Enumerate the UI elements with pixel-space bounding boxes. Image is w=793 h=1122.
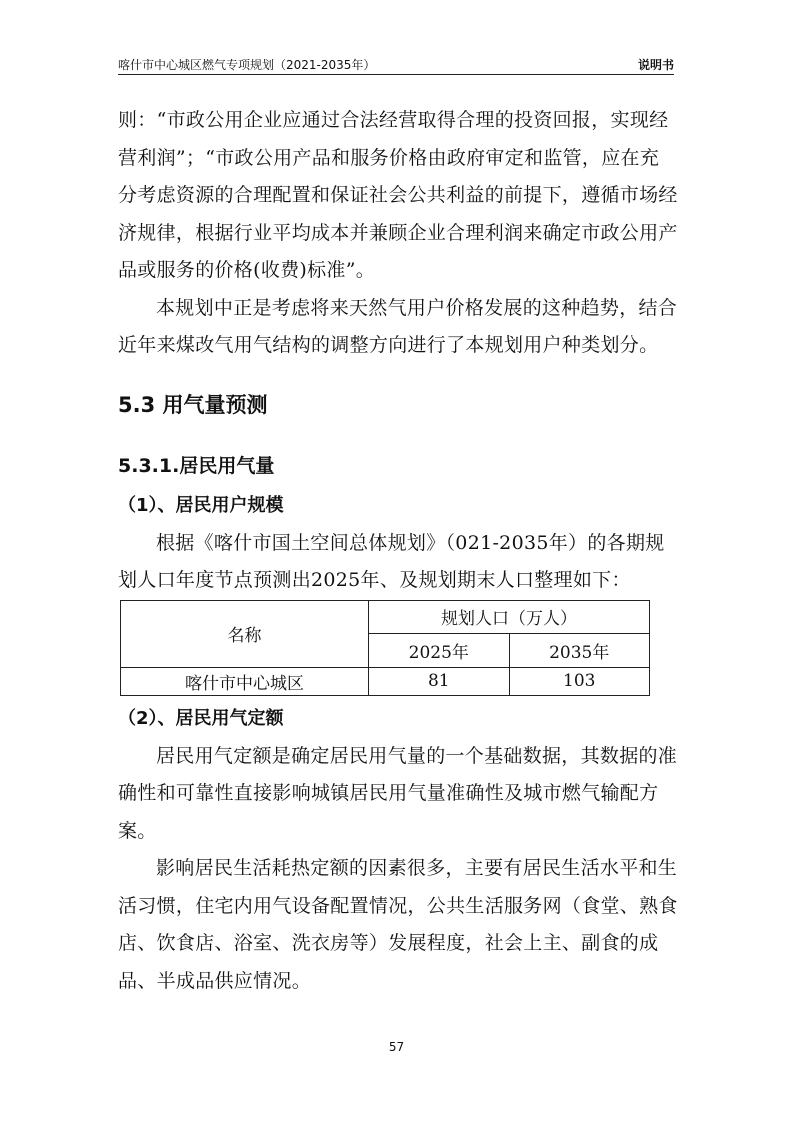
table-header-2025: 2025年 (369, 634, 509, 668)
paragraph-pricing-principle: 则：“市政公用企业应通过合法经营取得合理的投资回报，实现经营利润”；“市政公用产品和服务价格由政府审定和监管，应在充分考虑资源的合理配置和保证社会公共利益的前提下，遵循市场经济规律，根据行业平均成本并兼顾企业合理利润来确定市政公用产品或服务的价格(收费)标准”。 (118, 109, 678, 281)
page-number: 57 (388, 1040, 405, 1054)
item-heading-user-scale: （1）、居民用户规模 (118, 494, 284, 516)
table-header-name: 名称 (121, 600, 369, 667)
paragraph-population-source: 根据《喀什市国土空间总体规划》（021-2035年）的各期规划人口年度节点预测出2025年、及规划期末人口整理如下： (118, 531, 665, 591)
page-header (118, 56, 674, 75)
section-heading: 5.3 用气量预测 (118, 392, 268, 417)
table-header-population: 规划人口（万人） (369, 600, 650, 634)
table-row (121, 667, 650, 695)
item-heading-gas-quota: （2）、居民用气定额 (118, 707, 284, 729)
header-title: 喀什市中心城区燃气专项规划（2021-2035年） (118, 58, 376, 72)
population-table (120, 600, 650, 696)
table-cell-area: 喀什市中心城区 (121, 667, 369, 695)
table-cell-2025: 81 (369, 667, 509, 695)
table-cell-2035: 103 (509, 667, 650, 695)
paragraph-user-classification: 本规划中正是考虑将来天然气用户价格发展的这种趋势，结合近年来煤改气用气结构的调整方向进行了本规划用户种类划分。 (118, 296, 678, 356)
paragraph-quota-factors: 影响居民生活耗热定额的因素很多，主要有居民生活水平和生活习惯，住宅内用气设备配置情况，公共生活服务网（食堂、熟食店、饮食店、浴室、洗衣房等）发展程度，社会上主、副食的成品、半成品供应情况。 (118, 857, 678, 992)
paragraph-quota-definition: 居民用气定额是确定居民用气量的一个基础数据，其数据的准确性和可靠性直接影响城镇居民用气量准确性及城市燃气输配方案。 (118, 744, 678, 842)
header-doc-type: 说明书 (637, 58, 674, 72)
subsection-heading: 5.3.1.居民用气量 (118, 454, 275, 477)
table-header-2035: 2035年 (509, 634, 650, 668)
page-content (118, 102, 678, 1000)
table-header-row (121, 600, 650, 634)
